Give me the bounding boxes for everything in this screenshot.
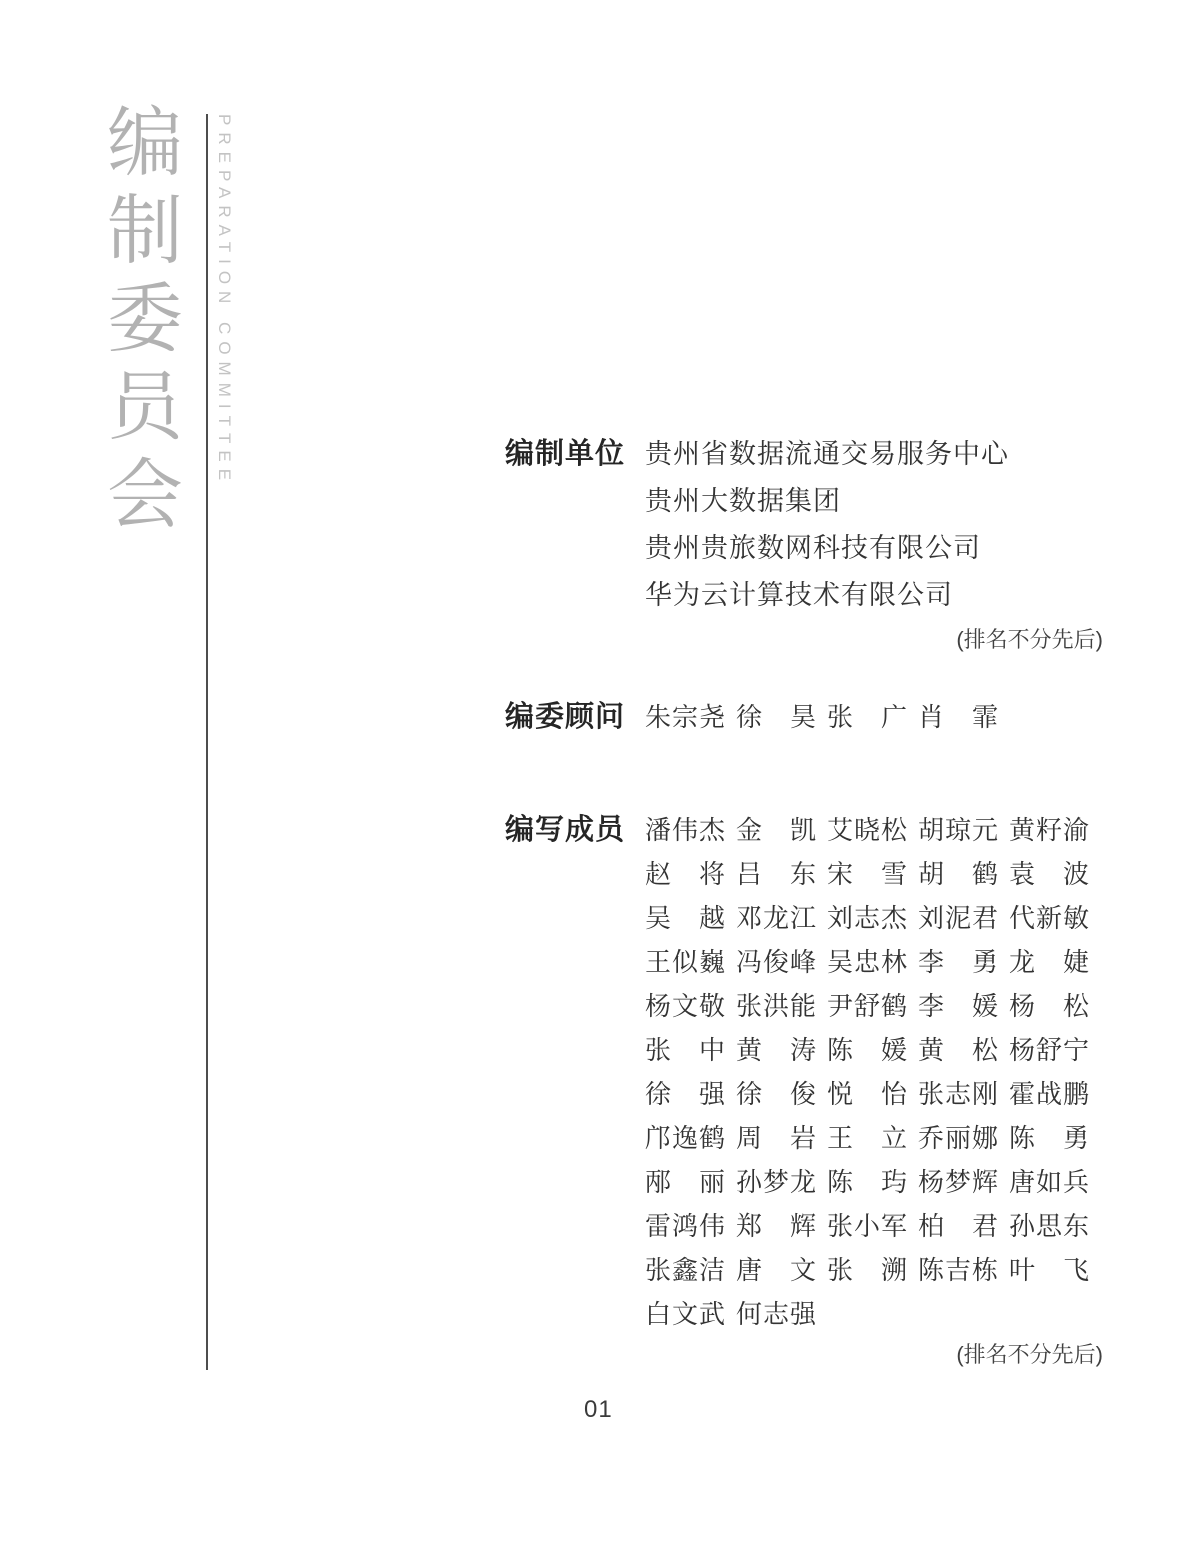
member-name-row — [645, 940, 1103, 984]
member-name-row — [645, 808, 1103, 852]
person-name: 张鑫洁 — [645, 1255, 725, 1285]
person-name: 代新敏 — [1009, 903, 1089, 933]
person-name: 邴丽 — [645, 1167, 725, 1197]
person-name: 赵将 — [645, 859, 725, 889]
person-name: 胡鹤 — [918, 859, 998, 889]
member-name-rows — [645, 808, 1103, 1336]
member-names — [645, 808, 1103, 1370]
person-name: 徐俊 — [736, 1079, 816, 1109]
person-name: 孙思东 — [1009, 1211, 1089, 1241]
person-name: 徐强 — [645, 1079, 725, 1109]
preparation-units-label: 编制单位 — [505, 438, 626, 470]
person-name: 艾晓松 — [827, 815, 907, 845]
person-name: 黄籽渝 — [1009, 815, 1089, 845]
person-name: 李媛 — [918, 991, 998, 1021]
person-name: 雷鸿伟 — [645, 1211, 725, 1241]
person-name: 周岩 — [736, 1123, 816, 1153]
person-name: 杨文敬 — [645, 991, 725, 1021]
person-name: 张中 — [645, 1035, 725, 1065]
vertical-divider-line — [206, 114, 208, 1370]
person-name: 吕东 — [736, 859, 816, 889]
page-title-vertical-en: PREPARATION COMMITTEE — [215, 114, 234, 488]
advisor-name-row — [645, 695, 1103, 739]
person-name: 唐文 — [736, 1255, 816, 1285]
person-name: 唐如兵 — [1009, 1167, 1089, 1197]
person-name: 龙婕 — [1009, 947, 1089, 977]
section-writing-members — [505, 808, 1103, 1370]
org-item: 贵州贵旅数网科技有限公司 — [645, 533, 981, 563]
preparation-units-list — [645, 431, 1103, 655]
person-name: 刘泥君 — [918, 903, 998, 933]
person-name: 冯俊峰 — [736, 947, 816, 977]
person-name: 陈玙 — [827, 1167, 907, 1197]
person-name: 陈媛 — [827, 1035, 907, 1065]
person-name: 袁波 — [1009, 859, 1089, 889]
ranking-disclaimer-note: (排名不分先后) — [956, 1342, 1103, 1367]
section-preparation-units — [505, 431, 1103, 655]
member-name-row — [645, 1248, 1103, 1292]
member-name-row — [645, 1160, 1103, 1204]
person-name: 黄涛 — [736, 1035, 816, 1065]
org-item: 华为云计算技术有限公司 — [645, 580, 953, 610]
person-name: 王似巍 — [645, 947, 725, 977]
person-name: 霍战鹏 — [1009, 1079, 1089, 1109]
person-name: 陈吉栋 — [918, 1255, 998, 1285]
writing-members-label: 编写成员 — [505, 814, 626, 846]
person-name: 尹舒鹤 — [827, 991, 907, 1021]
section-editorial-advisors — [505, 695, 1103, 739]
person-name: 郑辉 — [736, 1211, 816, 1241]
member-name-row — [645, 852, 1103, 896]
person-name: 吴越 — [645, 903, 725, 933]
person-name: 杨松 — [1009, 991, 1089, 1021]
person-name: 王立 — [827, 1123, 907, 1153]
member-name-row — [645, 1116, 1103, 1160]
person-name: 潘伟杰 — [645, 815, 725, 845]
person-name: 刘志杰 — [827, 903, 907, 933]
person-name: 悦怡 — [827, 1079, 907, 1109]
person-name: 张志刚 — [918, 1079, 998, 1109]
person-name: 胡琼元 — [918, 815, 998, 845]
member-name-row — [645, 896, 1103, 940]
person-name: 柏君 — [918, 1211, 998, 1241]
person-name: 杨舒宁 — [1009, 1035, 1089, 1065]
person-name: 朱宗尧 — [645, 702, 725, 732]
person-name: 张洪能 — [736, 991, 816, 1021]
person-name: 张小军 — [827, 1211, 907, 1241]
ranking-disclaimer-note: (排名不分先后) — [956, 627, 1103, 652]
person-name: 杨梦辉 — [918, 1167, 998, 1197]
person-name: 宋雪 — [827, 859, 907, 889]
person-name: 肖霏 — [918, 702, 998, 732]
person-name: 白文武 — [645, 1299, 725, 1329]
person-name: 邓龙江 — [736, 903, 816, 933]
person-name: 张广 — [827, 702, 907, 732]
person-name: 黄松 — [918, 1035, 998, 1065]
person-name: 陈勇 — [1009, 1123, 1089, 1153]
person-name: 叶飞 — [1009, 1255, 1089, 1285]
org-item: 贵州省数据流通交易服务中心 — [645, 439, 1009, 469]
person-name: 徐昊 — [736, 702, 816, 732]
member-name-row — [645, 1072, 1103, 1116]
member-name-row — [645, 984, 1103, 1028]
person-name: 李勇 — [918, 947, 998, 977]
member-name-row — [645, 1028, 1103, 1072]
advisor-names — [645, 695, 1103, 739]
person-name: 何志强 — [736, 1299, 816, 1329]
org-item: 贵州大数据集团 — [645, 486, 841, 516]
person-name: 孙梦龙 — [736, 1167, 816, 1197]
person-name: 金凯 — [736, 815, 816, 845]
member-name-row — [645, 1292, 1103, 1336]
person-name: 乔丽娜 — [918, 1123, 998, 1153]
person-name: 吴忠林 — [827, 947, 907, 977]
page-number: 01 — [584, 1396, 613, 1423]
person-name: 邝逸鹤 — [645, 1123, 725, 1153]
page-title-vertical-cn: 编制委员会 — [107, 101, 183, 538]
person-name: 张溯 — [827, 1255, 907, 1285]
editorial-advisors-label: 编委顾问 — [505, 701, 626, 733]
member-name-row — [645, 1204, 1103, 1248]
